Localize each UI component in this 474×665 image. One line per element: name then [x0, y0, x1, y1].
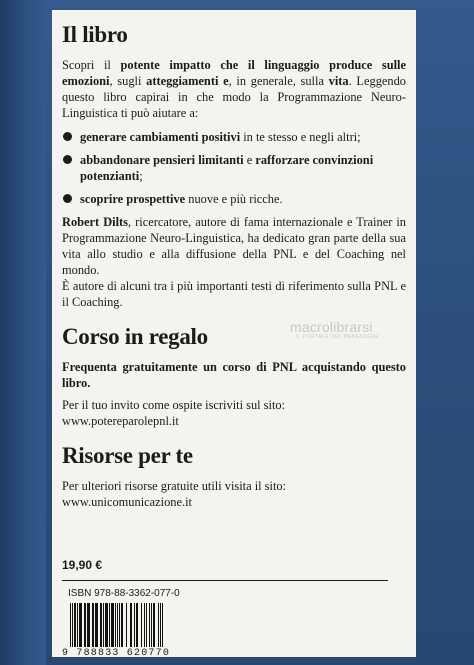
benefits-list [62, 129, 406, 207]
course-website-link[interactable]: www.potereparolepnl.it [62, 414, 179, 428]
resources-website-link[interactable]: www.unicomunicazione.it [62, 495, 192, 509]
divider [62, 580, 388, 581]
watermark-tagline: IL PORTALE DEL BENESSERE [296, 334, 380, 340]
barcode-graphic [62, 603, 212, 647]
isbn-label: ISBN 978-88-3362-077-0 [68, 588, 180, 599]
price-isbn-block [62, 558, 402, 659]
bullet-dot-icon [63, 155, 72, 164]
watermark-logo: macrolibrarsi [290, 319, 373, 335]
section-heading-il-libro: Il libro [62, 22, 128, 47]
barcode [62, 603, 212, 659]
bullet-dot-icon [63, 132, 72, 141]
resources-text: Per ulteriori risorse gratuite utili visita il sito: [62, 479, 287, 493]
list-item: scoprire prospettive nuove e più ricche. [62, 191, 406, 207]
list-item: generare cambiamenti positivi in te stesso e negli altri; [62, 129, 406, 145]
barcode-digits: 9 788833 620770 [62, 648, 171, 659]
book-spine-edge [0, 0, 46, 665]
bullet-dot-icon [63, 194, 72, 203]
author-works-paragraph: È autore di alcuni tra i più importanti testi di riferimento sulla PNL e il Coaching. [62, 279, 406, 309]
price-label: 19,90 € [62, 558, 103, 572]
section-heading-risorse-per-te: Risorse per te [62, 443, 193, 468]
intro-paragraph: Scopri il potente impatto che il linguaggio produce sulle emozioni, sugli atteggiamenti e, in generale, sulla vita. Leggendo questo libro capirai in che modo la Programmazione Neuro-Linguistica ti può aiutare a: [62, 58, 407, 120]
section-heading-corso-in-regalo: Corso in regalo [62, 324, 208, 349]
author-paragraph: Robert Dilts, ricercatore, autore di fama internazionale e Trainer in Programmazione Neuro-Linguistica, ha dedicato gran parte della sua vita allo studio e alla diffusione della PNL e del Coaching nel mondo. [62, 215, 407, 277]
list-item: abbandonare pensieri limitanti e rafforzare convinzioni potenzianti; [62, 152, 406, 184]
course-invite-text: Per il tuo invito come ospite iscriviti sul sito: [62, 398, 286, 412]
course-offer-text: Frequenta gratuitamente un corso di PNL acquistando questo libro. [62, 360, 406, 390]
